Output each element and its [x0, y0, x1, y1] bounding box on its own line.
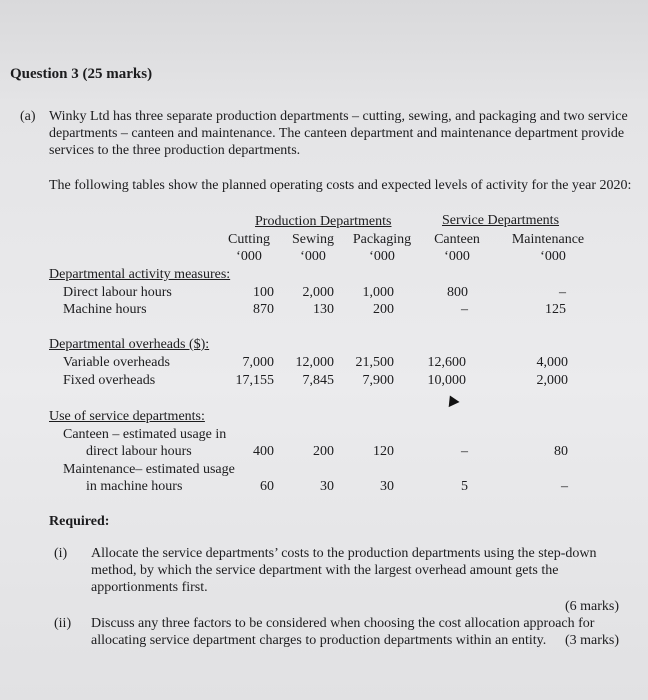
cell: 200 — [373, 302, 394, 317]
cell: 7,845 — [302, 373, 334, 388]
cell: 30 — [380, 479, 394, 494]
cell: 2,000 — [302, 285, 334, 300]
cell: 800 — [447, 285, 468, 300]
intro-line-3: services to the three production departments. — [49, 143, 301, 158]
mouse-pointer-icon — [444, 393, 459, 407]
cell: 120 — [373, 444, 394, 459]
cell: 2,000 — [536, 373, 568, 388]
req-i-marks: (6 marks) — [565, 599, 620, 614]
req-ii-label: (ii) — [54, 616, 72, 631]
unit-packaging: ‘000 — [369, 249, 395, 264]
intro-line-2: departments – canteen and maintenance. The canteen department and maintenance department provide — [49, 126, 625, 141]
cell: 200 — [313, 444, 334, 459]
part-a-label: (a) — [20, 109, 36, 124]
activity-title: Departmental activity measures: — [49, 267, 231, 282]
col-sewing: Sewing — [292, 232, 334, 247]
req-i-line-3: apportionments first. — [91, 580, 208, 595]
question-title: Question 3 (25 marks) — [10, 66, 153, 82]
maint-label-2: in machine hours — [86, 479, 183, 494]
cell: 60 — [260, 479, 274, 494]
cell: 10,000 — [427, 373, 466, 388]
req-ii-line-2: allocating service department charges to production departments within an entity. — [91, 633, 547, 648]
canteen-label-2: direct labour hours — [86, 444, 192, 459]
col-packaging: Packaging — [352, 232, 412, 247]
cell: – — [461, 302, 468, 317]
req-i-label: (i) — [54, 546, 68, 561]
cell: – — [561, 479, 568, 494]
cell: 400 — [253, 444, 274, 459]
row-label-fixed-overheads: Fixed overheads — [63, 373, 156, 388]
cell: 4,000 — [536, 355, 568, 370]
cell: 12,000 — [295, 355, 334, 370]
req-i-line-1: Allocate the service departments’ costs to the production departments using the step-down — [91, 546, 597, 561]
maint-label-1: Maintenance– estimated usage — [63, 462, 235, 477]
row-label-machine-hours: Machine hours — [63, 302, 147, 317]
cell: 17,155 — [235, 373, 274, 388]
req-ii-marks: (3 marks) — [565, 633, 620, 648]
cell: 1,000 — [362, 285, 394, 300]
cell: 30 — [320, 479, 334, 494]
unit-sewing: ‘000 — [300, 249, 326, 264]
cell: 80 — [554, 444, 568, 459]
req-i-line-2: method, by which the service department with the largest overhead amount gets the — [91, 563, 559, 578]
col-maintenance: Maintenance — [511, 232, 585, 247]
cell: 5 — [461, 479, 468, 494]
cell: 100 — [253, 285, 274, 300]
cell: 12,600 — [427, 355, 466, 370]
cell: – — [461, 444, 468, 459]
cell: 7,000 — [242, 355, 274, 370]
cell: 21,500 — [355, 355, 394, 370]
row-label-direct-labour: Direct labour hours — [63, 285, 172, 300]
col-cutting: Cutting — [227, 232, 270, 247]
overheads-title: Departmental overheads ($): — [49, 337, 210, 352]
canteen-label-1: Canteen – estimated usage in — [63, 427, 227, 442]
production-departments-header: Production Departments — [255, 214, 392, 229]
cell: 125 — [545, 302, 566, 317]
cell: 7,900 — [362, 373, 394, 388]
cell: 130 — [313, 302, 334, 317]
use-title: Use of service departments: — [49, 409, 205, 424]
row-label-variable-overheads: Variable overheads — [63, 355, 170, 370]
cell: – — [559, 285, 566, 300]
table-intro: The following tables show the planned operating costs and expected levels of activity for the year 2020: — [49, 178, 632, 193]
cell: 870 — [253, 302, 274, 317]
unit-canteen: ‘000 — [444, 249, 470, 264]
service-departments-header: Service Departments — [442, 213, 560, 228]
unit-cutting: ‘000 — [236, 249, 262, 264]
col-canteen: Canteen — [434, 232, 480, 247]
req-ii-line-1: Discuss any three factors to be considered when choosing the cost allocation approach for — [91, 616, 595, 631]
intro-line-1: Winky Ltd has three separate production departments – cutting, sewing, and packaging and two service — [49, 109, 628, 124]
unit-maintenance: ‘000 — [540, 249, 566, 264]
required-title: Required: — [49, 514, 110, 529]
